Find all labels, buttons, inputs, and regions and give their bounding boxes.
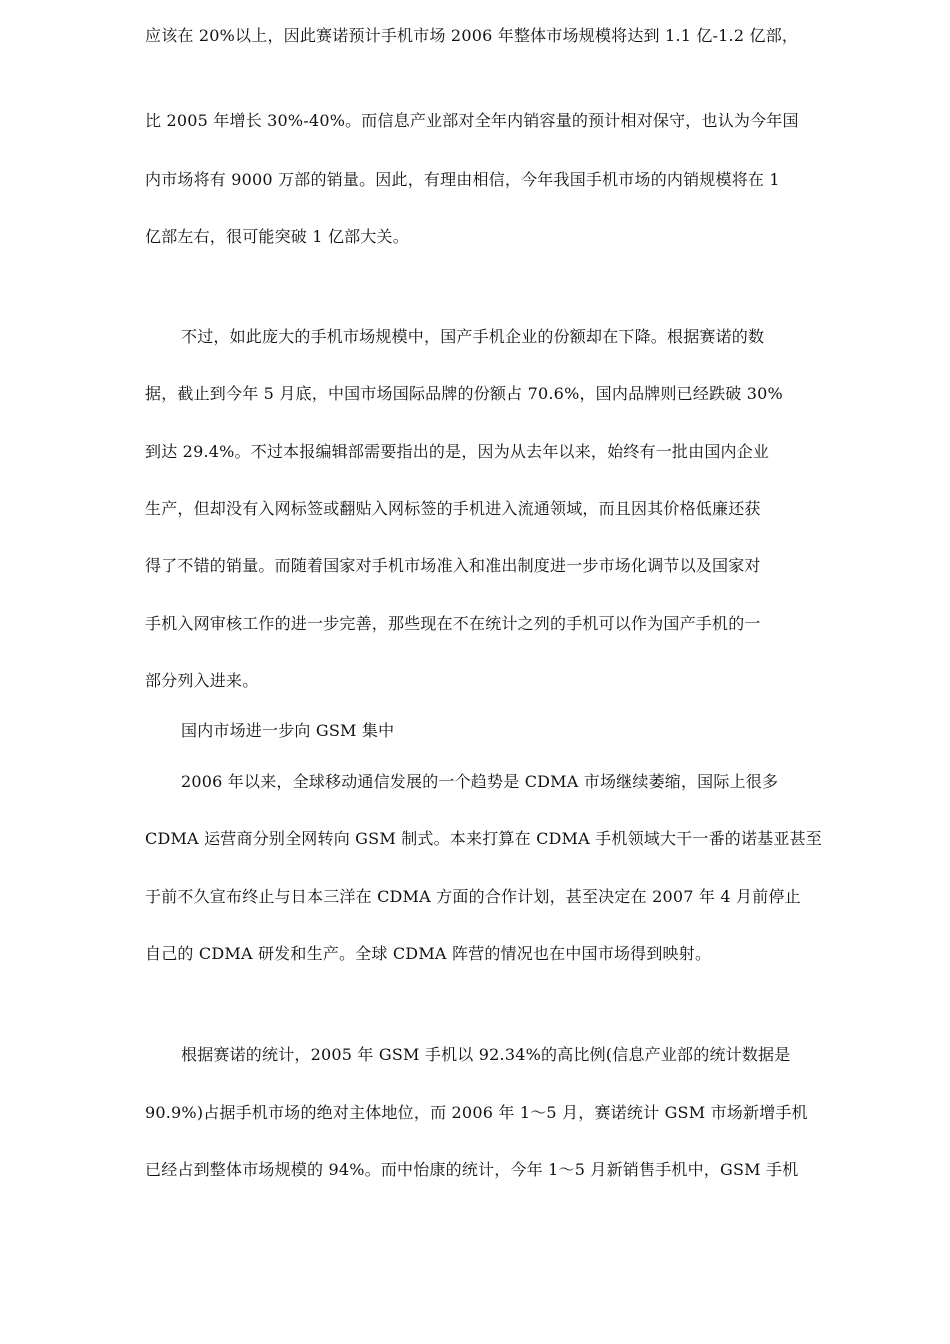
text-line: 部分列入进来。: [145, 671, 259, 690]
text-line: 已经占到整体市场规模的 94%。而中怡康的统计，今年 1～5 月新销售手机中，GSM 手机: [145, 1160, 799, 1179]
text-line: 比 2005 年增长 30%-40%。而信息产业部对全年内销容量的预计相对保守，也认为今年国: [145, 111, 799, 130]
text-line: 90.9%)占据手机市场的绝对主体地位，而 2006 年 1～5 月，赛诺统计 GSM 市场新增手机: [145, 1103, 808, 1122]
text-line: 据，截止到今年 5 月底，中国市场国际品牌的份额占 70.6%，国内品牌则已经跌破 30%: [145, 384, 783, 403]
text-line: 到达 29.4%。不过本报编辑部需要指出的是，因为从去年以来，始终有一批由国内企业: [145, 442, 770, 461]
text-line: 得了不错的销量。而随着国家对手机市场准入和准出制度进一步市场化调节以及国家对: [145, 556, 761, 575]
text-line: 根据赛诺的统计，2005 年 GSM 手机以 92.34%的高比例(信息产业部的统计数据是: [181, 1045, 791, 1064]
text-line: 内市场将有 9000 万部的销量。因此，有理由相信，今年我国手机市场的内销规模将在 1: [145, 170, 780, 189]
text-line: 手机入网审核工作的进一步完善，那些现在不在统计之列的手机可以作为国产手机的一: [145, 614, 761, 633]
text-line: 自己的 CDMA 研发和生产。全球 CDMA 阵营的情况也在中国市场得到映射。: [145, 944, 712, 963]
text-line: CDMA 运营商分别全网转向 GSM 制式。本来打算在 CDMA 手机领域大干一番的诺基亚甚至: [145, 829, 822, 848]
text-line: 于前不久宣布终止与日本三洋在 CDMA 方面的合作计划，甚至决定在 2007 年 4 月前停止: [145, 887, 801, 906]
text-line: 应该在 20%以上，因此赛诺预计手机市场 2006 年整体市场规模将达到 1.1 亿-1.2 亿部，: [145, 26, 799, 45]
section-heading: 国内市场进一步向 GSM 集中: [181, 721, 395, 740]
text-line: 2006 年以来，全球移动通信发展的一个趋势是 CDMA 市场继续萎缩，国际上很多: [181, 772, 779, 791]
text-line: 亿部左右，很可能突破 1 亿部大关。: [145, 227, 409, 246]
text-line: 不过，如此庞大的手机市场规模中，国产手机企业的份额却在下降。根据赛诺的数: [181, 327, 765, 346]
text-line: 生产，但却没有入网标签或翻贴入网标签的手机进入流通领域，而且因其价格低廉还获: [145, 499, 761, 518]
